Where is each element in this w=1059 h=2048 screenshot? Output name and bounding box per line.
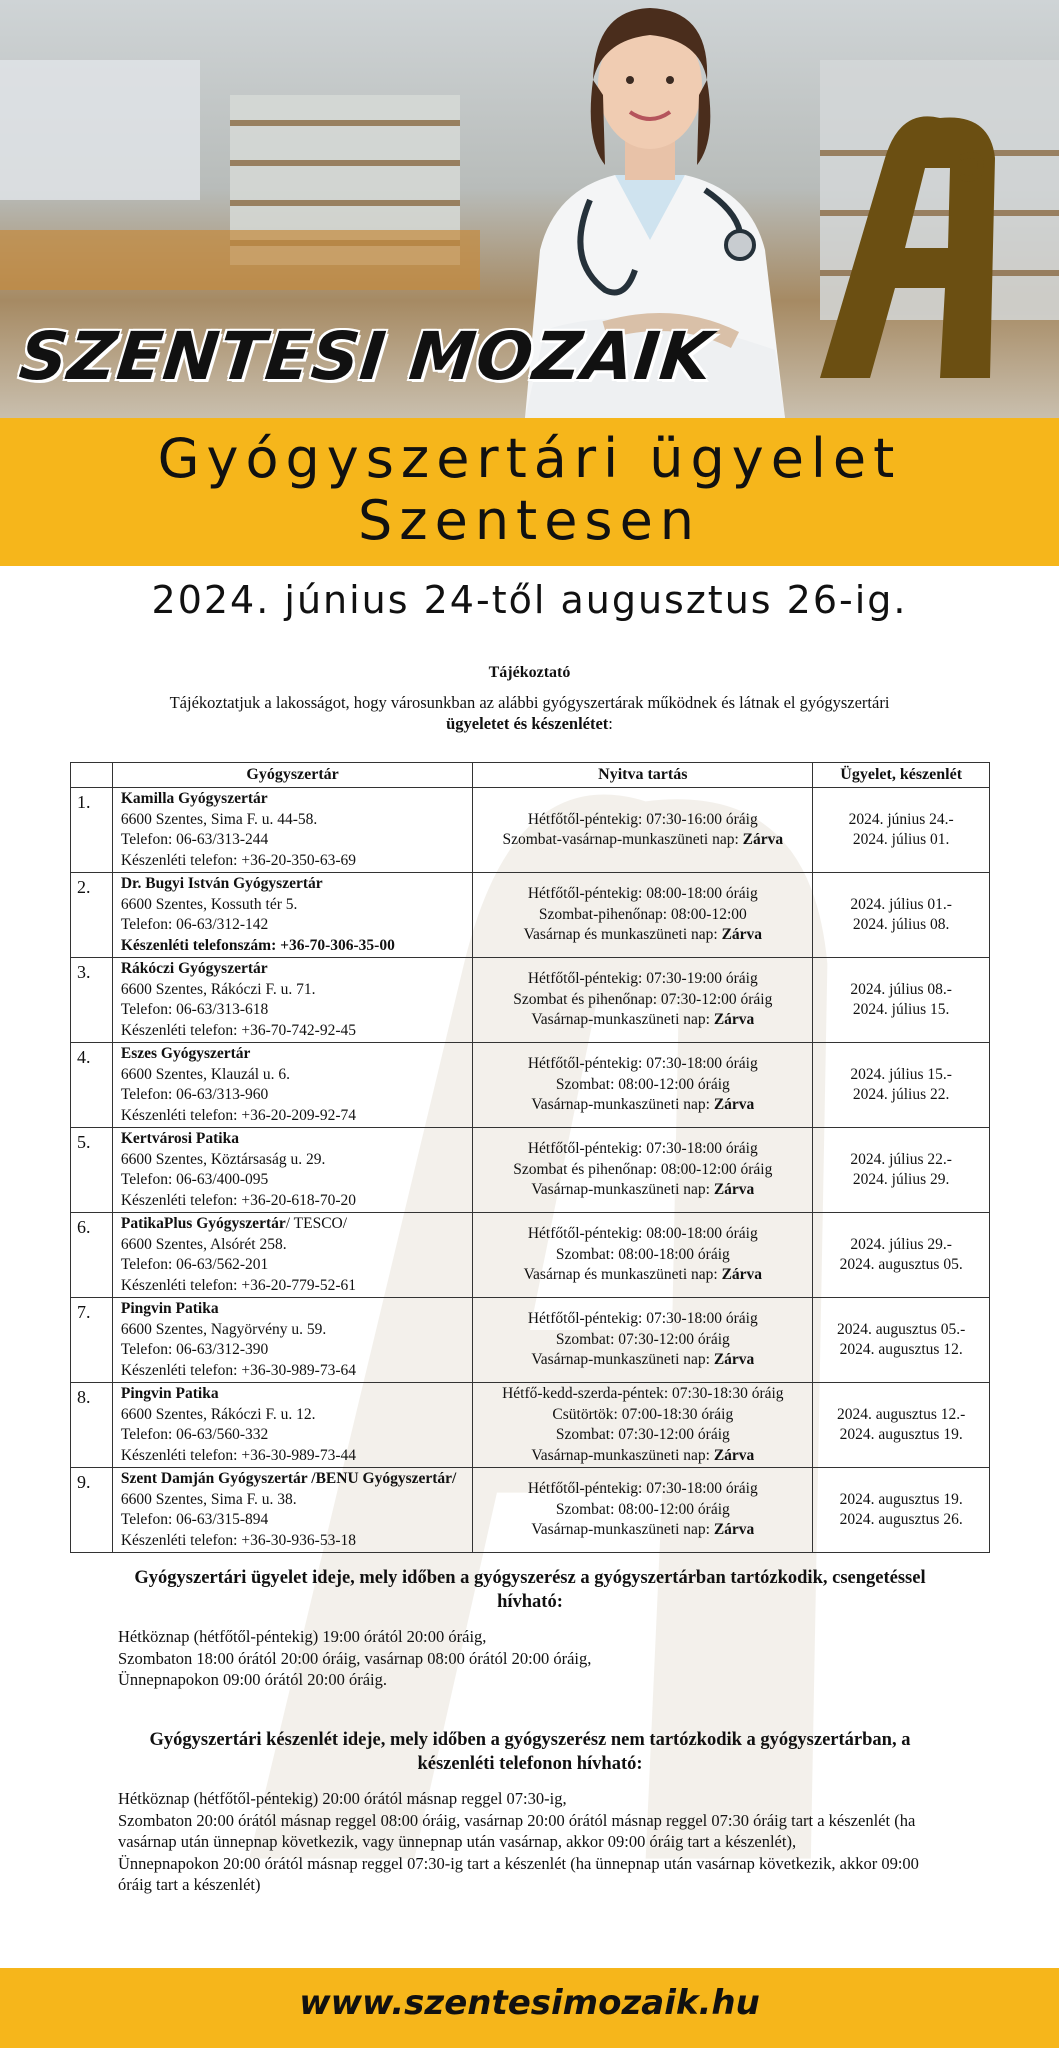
info-title: Tájékoztató: [488, 664, 571, 681]
pharmacy-name: [121, 874, 466, 895]
closed-label: Zárva: [713, 1446, 755, 1464]
opening-hours-line: [479, 1520, 806, 1541]
closed-label: Zárva: [742, 831, 784, 848]
table-row: [71, 788, 990, 873]
opening-hours-text: Hétfőtől-péntekig: 07:30-18:00 óráig: [527, 1480, 758, 1498]
pharmacy-detail: Készenléti telefon: +36-20-618-70-20: [120, 1191, 357, 1209]
table-header-pharmacy: Gyógyszertár: [112, 763, 472, 788]
duty-from: 2024. július 15.-: [850, 1065, 952, 1083]
opening-hours-line: [479, 810, 806, 831]
table-header-duty: Ügyelet, készenlét: [813, 763, 990, 788]
row-number: 7.: [71, 1298, 113, 1383]
table-row: [71, 1383, 990, 1468]
opening-hours-text: Hétfőtől-péntekig: 07:30-19:00 óráig: [527, 970, 758, 988]
opening-hours-cell: [473, 1383, 813, 1468]
table-row: [71, 1468, 990, 1553]
opening-hours-line: [479, 1425, 806, 1446]
opening-hours-text: Szombat: 07:30-12:00 óráig: [555, 1330, 730, 1348]
opening-hours-cell: [473, 1468, 813, 1553]
duty-from: 2024. augusztus 19.: [839, 1490, 963, 1508]
opening-hours-text: Szombat: 07:30-12:00 óráig: [555, 1426, 730, 1443]
opening-hours-text: Szombat-vasárnap-munkaszüneti nap:: [502, 831, 743, 848]
table-row: [71, 1128, 990, 1213]
pharmacy-name-text: Pingvin Patika: [120, 1300, 219, 1317]
opening-hours-text: Vasárnap-munkaszüneti nap:: [531, 1011, 714, 1029]
date-range: 2024. június 24-től augusztus 26-ig.: [151, 578, 908, 622]
opening-hours-cell: [473, 788, 813, 873]
opening-hours-line: [479, 1054, 806, 1075]
duty-period-cell: [813, 1468, 990, 1553]
pharmacy-detail: Készenléti telefon: +36-70-742-92-45: [120, 1021, 357, 1039]
opening-hours-line: [479, 1405, 806, 1426]
opening-hours-text: Vasárnap-munkaszüneti nap:: [531, 1096, 714, 1114]
pharmacy-name-text: Kertvárosi Patika: [120, 1130, 239, 1147]
opening-hours-text: Hétfőtől-péntekig: 07:30-18:00 óráig: [527, 1310, 758, 1328]
duty-to: 2024. augusztus 12.: [839, 1341, 963, 1358]
pharmacy-cell: [112, 788, 472, 873]
duty-period-cell: [813, 958, 990, 1043]
duty-section-body: [118, 1626, 948, 1691]
duty-to: 2024. július 01.: [852, 831, 950, 848]
footer-website-link[interactable]: www.szentesimozaik.hu: [299, 1983, 760, 2023]
pharmacy-detail: Készenléti telefon: +36-30-989-73-64: [120, 1361, 357, 1379]
opening-hours-line: [479, 990, 806, 1011]
opening-hours-line: [479, 1224, 806, 1245]
info-text-main: Tájékoztatjuk a lakosságot, hogy városunkban az alábbi gyógyszertárak működnek és látnak el gyógyszertári: [169, 693, 890, 712]
pharmacy-table: [70, 762, 990, 1553]
pharmacy-detail: Telefon: 06-63/312-390: [120, 1341, 269, 1358]
opening-hours-line: [479, 1384, 806, 1405]
opening-hours-line: [479, 925, 806, 946]
opening-hours-line: [479, 1309, 806, 1330]
info-text: [150, 692, 909, 734]
standby-line: Hétköznap (hétfőtől-péntekig) 20:00 órától másnap reggel 07:30-ig,: [118, 1789, 567, 1808]
table-header-row: [71, 763, 990, 788]
opening-hours-cell: [473, 873, 813, 958]
opening-hours-text: Szombat-pihenőnap: 08:00-12:00: [538, 905, 747, 923]
duty-line: Hétköznap (hétfőtől-péntekig) 19:00 órától 20:00 óráig,: [118, 1627, 487, 1646]
opening-hours-line: [479, 1095, 806, 1116]
opening-hours-cell: [473, 1128, 813, 1213]
table-row: [71, 1298, 990, 1383]
pharmacy-detail: 6600 Szentes, Sima F. u. 38.: [120, 1490, 297, 1508]
opening-hours-line: [479, 1350, 806, 1371]
pharmacy-cell: [112, 1213, 472, 1298]
opening-hours-text: Vasárnap-munkaszüneti nap:: [531, 1351, 714, 1369]
duty-period-cell: [813, 1213, 990, 1298]
duty-to: 2024. augusztus 05.: [839, 1256, 963, 1273]
pharmacy-name: [121, 1384, 466, 1405]
opening-hours-text: Hétfőtől-péntekig: 07:30-16:00 óráig: [527, 810, 758, 828]
opening-hours-text: Hétfő-kedd-szerda-péntek: 07:30-18:30 óráig: [502, 1385, 784, 1402]
duty-to: 2024. július 15.: [852, 1001, 950, 1018]
standby-section-title: Gyógyszertári készenlét ideje, mely időben a gyógyszerész nem tartózkodik a gyógyszertárban, a készenléti telefonon hívható:: [149, 1730, 911, 1774]
pharmacy-cell: [112, 1298, 472, 1383]
opening-hours-line: [479, 884, 806, 905]
pharmacy-detail: 6600 Szentes, Alsórét 258.: [120, 1235, 287, 1253]
duty-to: 2024. augusztus 19.: [839, 1426, 963, 1443]
pharmacy-detail: 6600 Szentes, Rákóczi F. u. 12.: [120, 1405, 316, 1423]
table-row: [71, 1213, 990, 1298]
table-row: [71, 1043, 990, 1128]
pharmacy-detail: Telefon: 06-63/400-095: [120, 1171, 269, 1188]
pharmacy-name: [121, 1299, 466, 1320]
opening-hours-line: [479, 1479, 806, 1500]
info-text-bold: ügyeletet és készenlétet: [446, 714, 609, 733]
header-photo: [0, 0, 1059, 418]
pharmacy-cell: [112, 1043, 472, 1128]
opening-hours-text: Vasárnap és munkaszüneti nap:: [523, 926, 722, 944]
row-number: 8.: [71, 1383, 113, 1468]
pharmacy-detail: Telefon: 06-63/313-618: [120, 1001, 269, 1018]
pharmacy-detail: Készenléti telefon: +36-20-350-63-69: [120, 851, 357, 869]
opening-hours-text: Vasárnap-munkaszüneti nap:: [531, 1521, 714, 1539]
duty-to: 2024. augusztus 26.: [839, 1511, 963, 1528]
footer: [0, 1968, 1059, 2048]
pharmacy-detail: 6600 Szentes, Sima F. u. 44-58.: [120, 810, 318, 828]
opening-hours-text: Hétfőtől-péntekig: 07:30-18:00 óráig: [527, 1140, 758, 1158]
closed-label: Zárva: [713, 1096, 755, 1114]
closed-label: Zárva: [713, 1181, 755, 1199]
opening-hours-text: Szombat: 08:00-12:00 óráig: [555, 1500, 730, 1518]
standby-section-body: [118, 1788, 948, 1896]
row-number: 1.: [71, 788, 113, 873]
pharmacy-cell: [112, 1468, 472, 1553]
opening-hours-text: Szombat és pihenőnap: 08:00-12:00 óráig: [513, 1160, 773, 1178]
opening-hours-cell: [473, 1043, 813, 1128]
duty-from: 2024. július 29.-: [850, 1235, 952, 1253]
duty-period-cell: [813, 873, 990, 958]
standby-line: Szombaton 20:00 órától másnap reggel 08:00 óráig, vasárnap 20:00 órától másnap reggel 07:30 óráig tart a készenlét (ha vasárnap után ünnepnap következik, vagy ünnepnap után vasárnap, akkor 09:00 óráig tart a készenlét),: [118, 1810, 916, 1851]
opening-hours-text: Csütörtök: 07:00-18:30 óráig: [552, 1405, 734, 1423]
opening-hours-text: Vasárnap-munkaszüneti nap:: [531, 1446, 714, 1464]
opening-hours-line: [479, 1180, 806, 1201]
opening-hours-line: [479, 1139, 806, 1160]
duty-from: 2024. július 08.-: [850, 980, 952, 998]
pharmacy-name: [121, 959, 466, 980]
duty-to: 2024. július 29.: [852, 1171, 950, 1188]
duty-from: 2024. augusztus 12.-: [837, 1405, 966, 1423]
pharmacy-name-text: Pingvin Patika: [120, 1385, 219, 1402]
pharmacy-detail: Telefon: 06-63/312-142: [120, 916, 269, 933]
pharmacy-cell: [112, 958, 472, 1043]
opening-hours-line: [479, 1160, 806, 1181]
duty-period-cell: [813, 1383, 990, 1468]
row-number: 3.: [71, 958, 113, 1043]
opening-hours-text: Vasárnap és munkaszüneti nap:: [523, 1266, 722, 1284]
opening-hours-line: [479, 1330, 806, 1351]
pharmacy-detail: 6600 Szentes, Kossuth tér 5.: [120, 895, 298, 913]
opening-hours-line: [479, 1245, 806, 1266]
pharmacy-cell: [112, 1383, 472, 1468]
duty-period-cell: [813, 788, 990, 873]
duty-to: 2024. július 08.: [852, 916, 950, 933]
duty-from: 2024. július 01.-: [850, 895, 952, 913]
opening-hours-text: Hétfőtől-péntekig: 08:00-18:00 óráig: [527, 885, 758, 903]
opening-hours-text: Szombat: 08:00-18:00 óráig: [555, 1245, 730, 1263]
table-row: [71, 958, 990, 1043]
duty-period-cell: [813, 1043, 990, 1128]
table-header-hours: Nyitva tartás: [473, 763, 813, 788]
opening-hours-line: [479, 1265, 806, 1286]
pharmacy-detail: Telefon: 06-63/313-960: [120, 1086, 269, 1103]
pharmacy-detail: Készenléti telefon: +36-20-209-92-74: [120, 1106, 357, 1124]
row-number: 9.: [71, 1468, 113, 1553]
pharmacy-detail: 6600 Szentes, Köztársaság u. 29.: [120, 1150, 326, 1168]
standby-line: Ünnepnapokon 20:00 órától másnap reggel 07:30-ig tart a készenlét (ha ünnepnap után vasárnap következik, akkor 09:00 óráig tart a készenlét): [118, 1853, 919, 1894]
closed-label: Zárva: [713, 1521, 755, 1539]
row-number: 6.: [71, 1213, 113, 1298]
opening-hours-cell: [473, 1213, 813, 1298]
pharmacy-detail: Készenléti telefon: +36-20-779-52-61: [120, 1276, 357, 1294]
duty-from: 2024. június 24.-: [848, 810, 954, 828]
pharmacy-name-text: PatikaPlus Gyógyszertár: [120, 1215, 286, 1232]
opening-hours-cell: [473, 958, 813, 1043]
pharmacy-standby-phone: Készenléti telefonszám: +36-70-306-35-00: [120, 936, 395, 954]
closed-label: Zárva: [713, 1351, 755, 1369]
duty-from: 2024. július 22.-: [850, 1150, 952, 1168]
pharmacy-detail: 6600 Szentes, Rákóczi F. u. 71.: [120, 980, 316, 998]
row-number: 5.: [71, 1128, 113, 1213]
opening-hours-text: Szombat és pihenőnap: 07:30-12:00 óráig: [513, 990, 773, 1008]
pharmacy-detail: 6600 Szentes, Klauzál u. 6.: [120, 1065, 291, 1083]
closed-label: Zárva: [721, 1266, 763, 1284]
info-text-end: :: [608, 714, 613, 733]
table-header-num: [71, 763, 113, 788]
opening-hours-line: [479, 1446, 806, 1467]
opening-hours-cell: [473, 1298, 813, 1383]
opening-hours-text: Hétfőtől-péntekig: 08:00-18:00 óráig: [527, 1225, 758, 1243]
pharmacy-cell: [112, 1128, 472, 1213]
pharmacy-detail: Telefon: 06-63/562-201: [120, 1256, 269, 1273]
pharmacy-detail: Telefon: 06-63/315-894: [120, 1511, 269, 1528]
row-number: 2.: [71, 873, 113, 958]
pharmacy-cell: [112, 873, 472, 958]
opening-hours-line: [479, 1075, 806, 1096]
pharmacy-name: [121, 789, 466, 810]
opening-hours-line: [479, 830, 806, 851]
pharmacy-name-text: Kamilla Gyógyszertár: [120, 790, 268, 807]
pharmacy-detail: Készenléti telefon: +36-30-936-53-18: [120, 1531, 357, 1549]
title-band: [0, 418, 1059, 566]
pharmacy-detail: Telefon: 06-63/560-332: [120, 1426, 269, 1443]
closed-label: Zárva: [721, 926, 763, 944]
duty-section-title: Gyógyszertári ügyelet ideje, mely időben a gyógyszerész a gyógyszertárban tartózkodik, csengetéssel hívható:: [134, 1568, 926, 1612]
szentesi-mozaik-logo-icon: [790, 98, 1020, 398]
duty-to: 2024. július 22.: [852, 1086, 950, 1103]
opening-hours-text: Hétfőtől-péntekig: 07:30-18:00 óráig: [527, 1055, 758, 1073]
closed-label: Zárva: [713, 1011, 755, 1029]
opening-hours-text: Szombat: 08:00-12:00 óráig: [555, 1075, 730, 1093]
duty-from: 2024. augusztus 05.-: [837, 1320, 966, 1338]
page-title-line2: Szentesen: [357, 489, 702, 552]
pharmacy-name-text: Rákóczi Gyógyszertár: [120, 960, 268, 977]
opening-hours-text: Vasárnap-munkaszüneti nap:: [531, 1181, 714, 1199]
opening-hours-line: [479, 969, 806, 990]
pharmacy-name-suffix: / TESCO/: [285, 1215, 348, 1232]
pharmacy-name: [121, 1469, 466, 1490]
pharmacy-detail: Készenléti telefon: +36-30-989-73-44: [120, 1446, 357, 1464]
pharmacy-name-text: Szent Damján Gyógyszertár /BENU Gyógyszertár/: [120, 1470, 457, 1487]
row-number: 4.: [71, 1043, 113, 1128]
opening-hours-line: [479, 905, 806, 926]
duty-period-cell: [813, 1298, 990, 1383]
page-title-line1: Gyógyszertári ügyelet: [157, 427, 902, 490]
duty-line: Szombaton 18:00 órától 20:00 óráig, vasárnap 08:00 órától 20:00 óráig,: [118, 1648, 592, 1668]
pharmacy-detail: Telefon: 06-63/313-244: [120, 831, 269, 848]
pharmacy-name-text: Eszes Gyógyszertár: [120, 1045, 251, 1062]
table-row: [71, 873, 990, 958]
duty-period-cell: [813, 1128, 990, 1213]
pharmacy-name: [121, 1129, 466, 1150]
pharmacy-name: [121, 1044, 466, 1065]
duty-line: Ünnepnapokon 09:00 órától 20:00 óráig.: [118, 1670, 387, 1689]
opening-hours-line: [479, 1010, 806, 1031]
pharmacy-name-text: Dr. Bugyi István Gyógyszertár: [120, 875, 323, 892]
pharmacy-detail: 6600 Szentes, Nagyörvény u. 59.: [120, 1320, 327, 1338]
pharmacy-name: [121, 1214, 466, 1235]
brand-title: SZENTESI MOZAIK: [15, 318, 717, 395]
opening-hours-line: [479, 1500, 806, 1521]
